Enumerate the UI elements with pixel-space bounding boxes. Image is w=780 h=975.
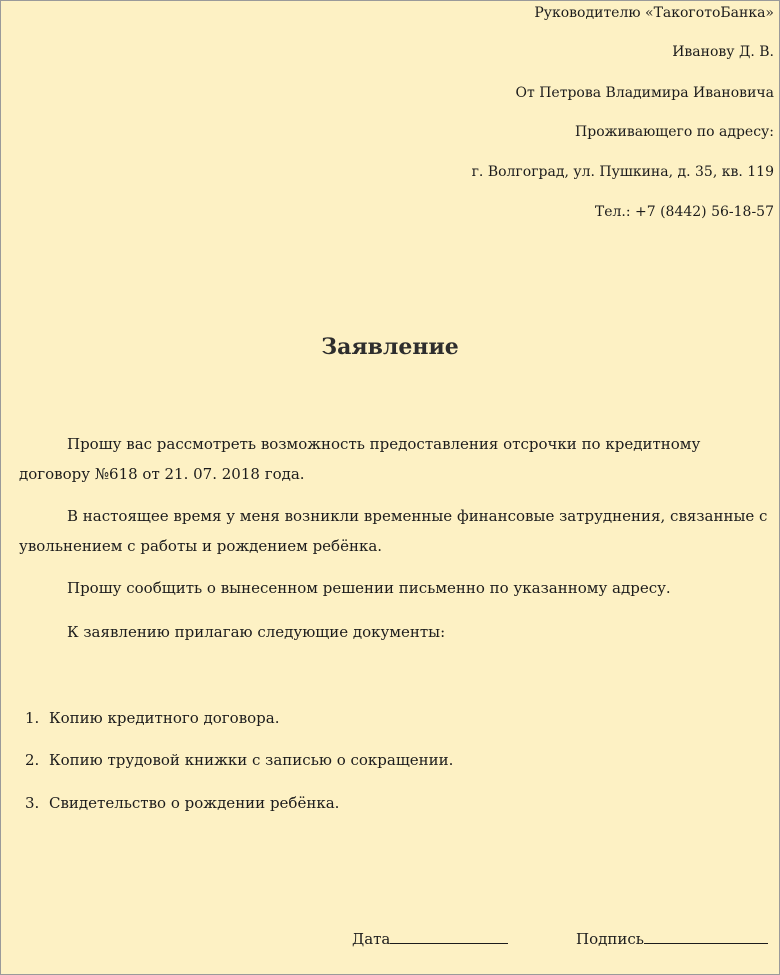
recipient-name: Иванову Д. В.	[672, 44, 774, 60]
address-line: г. Волгоград, ул. Пушкина, д. 35, кв. 119	[471, 164, 774, 180]
sender-line: От Петрова Владимира Ивановича	[515, 85, 774, 101]
paragraph-response-request: Прошу сообщить о вынесенном решении письменно по указанному адресу.	[67, 579, 671, 597]
attachment-text: Копию кредитного договора.	[49, 709, 280, 727]
recipient-line: Руководителю «ТакоготоБанка»	[534, 5, 774, 21]
date-label: Дата	[352, 930, 391, 948]
date-field	[352, 929, 508, 949]
paragraph-attachments-intro: К заявлению прилагаю следующие документы:	[67, 623, 446, 641]
paragraph-deferral-request: Прошу вас рассмотреть возможность предоставления отсрочки по кредитному договору №618 от 21. 07. 2018 года.	[19, 435, 701, 483]
address-label: Проживающего по адресу:	[575, 124, 774, 140]
attachment-text: Свидетельство о рождении ребёнка.	[49, 794, 340, 812]
attachment-item-2	[25, 750, 453, 770]
document-title: Заявление	[321, 334, 459, 360]
signature-label: Подпись	[576, 930, 644, 948]
attachment-number: 1.	[25, 709, 40, 727]
attachment-number: 3.	[25, 794, 40, 812]
attachment-number: 2.	[25, 751, 40, 769]
attachment-item-3	[25, 793, 339, 813]
phone-line: Тел.: +7 (8442) 56-18-57	[594, 204, 774, 220]
date-blank-line	[390, 929, 508, 944]
signature-field	[576, 929, 768, 949]
signature-blank-line	[644, 929, 768, 944]
attachment-item-1	[25, 708, 279, 728]
attachment-text: Копию трудовой книжки с записью о сокращении.	[49, 751, 454, 769]
paragraph-financial-difficulties: В настоящее время у меня возникли временные финансовые затруднения, связанные с увольнением с работы и рождением ребёнка.	[19, 507, 768, 555]
